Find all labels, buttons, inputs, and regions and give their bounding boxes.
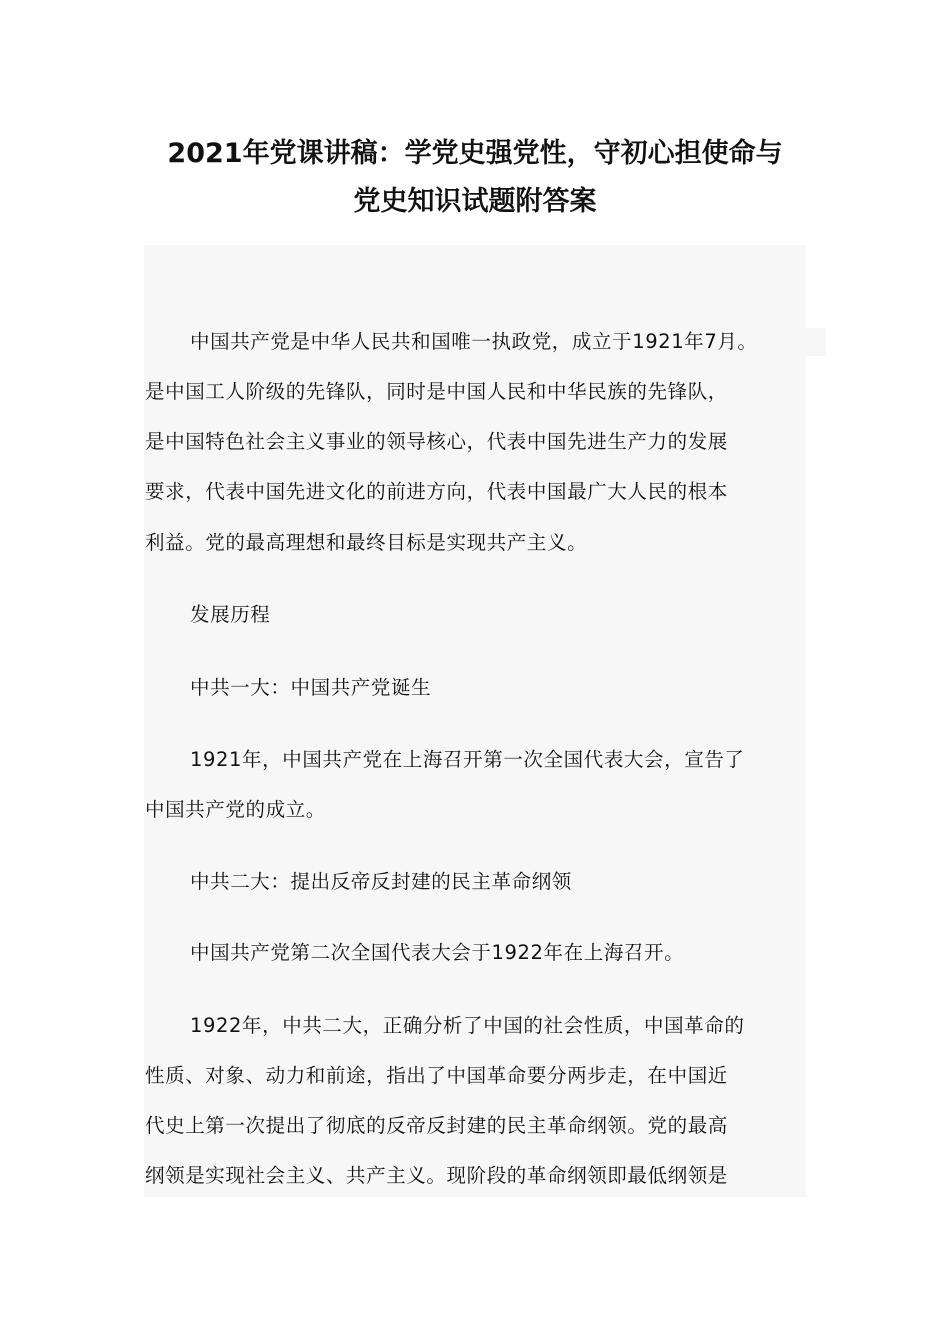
section-heading-history: 发展历程 [190,603,271,626]
paragraph-2-line-1: 1921年，中国共产党在上海召开第一次全国代表大会，宣告了 [190,748,745,771]
paragraph-3-line-1: 中国共产党第二次全国代表大会于1922年在上海召开。 [190,941,685,964]
paragraph-1-line-5: 利益。党的最高理想和最终目标是实现共产主义。 [145,531,588,554]
paragraph-4-line-1: 1922年，中共二大，正确分析了中国的社会性质，中国革命的 [190,1014,745,1037]
paragraph-4-line-3: 代史上第一次提出了彻底的反帝反封建的民主革命纲领。党的最高 [145,1114,728,1137]
paragraph-1-line-4: 要求，代表中国先进文化的前进方向，代表中国最广大人民的根本 [145,480,728,503]
paragraph-4-line-2: 性质、对象、动力和前途，指出了中国革命要分两步走，在中国近 [145,1064,728,1087]
section-heading-congress-2: 中共二大：提出反帝反封建的民主革命纲领 [190,870,572,893]
paragraph-1-line-2: 是中国工人阶级的先锋队，同时是中国人民和中华民族的先锋队， [145,380,728,403]
section-heading-congress-1: 中共一大：中国共产党诞生 [190,676,432,699]
document-title-line-1: 2021年党课讲稿：学党史强党性，守初心担使命与 [167,138,783,169]
paragraph-1-line-3: 是中国特色社会主义事业的领导核心，代表中国先进生产力的发展 [145,430,728,453]
content-panel-extension [806,328,826,356]
paragraph-2-line-2: 中国共产党的成立。 [145,798,326,821]
paragraph-4-line-4: 纲领是实现社会主义、共产主义。现阶段的革命纲领即最低纲领是 [145,1164,728,1187]
document-title-line-2: 党史知识试题附答案 [353,186,597,217]
paragraph-1-line-1: 中国共产党是中华人民共和国唯一执政党，成立于1921年7月。 [190,330,758,353]
